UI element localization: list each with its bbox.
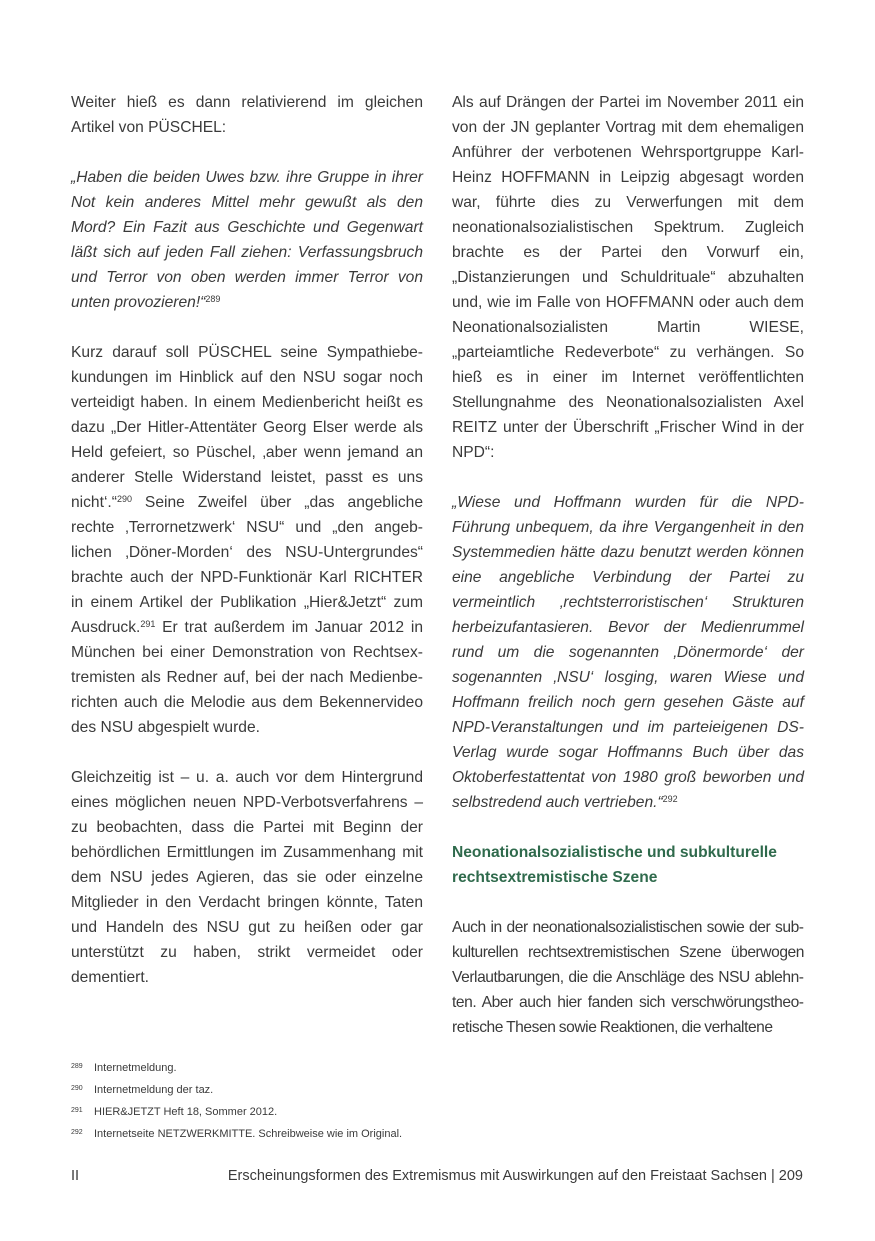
paragraph	[71, 340, 423, 740]
footnote	[71, 1080, 571, 1102]
footnote-number: 292	[71, 1129, 83, 1136]
footnote	[71, 1124, 571, 1146]
footnote-text: HIER&JETZT Heft 18, Sommer 2012.	[94, 1106, 278, 1118]
block-quote	[71, 165, 423, 315]
running-title: Erscheinungsformen des Extremismus mit Auswirkungen auf den Freistaat Sachsen | 209	[227, 1168, 803, 1184]
footnote-text: Internetseite NETZWERKMITTE. Schreibweise wie im Original.	[94, 1128, 403, 1140]
quote-text: „Haben die beiden Uwes bzw. ihre Gruppe in ihrer Not kein anderes Mittel mehr gewußt als den Mord? Ein Fazit aus Geschichte und Gegenwart läßt sich auf jeden Fall ziehen: Verfassungsbruch und Terror von oben werden immer Terror von unten provozieren!“	[71, 169, 423, 311]
footnote	[71, 1058, 571, 1080]
footnote-number: 290	[71, 1085, 83, 1092]
paragraph-text: Er trat außerdem im Januar 2012 in München bei einer Demonstration von Rechtsextremisten als Redner auf, bei der nach Medienberichten auch die Melodie aus dem Bekennervideo des NSU abgespielt wurde.	[71, 619, 423, 736]
footnotes	[71, 1058, 571, 1146]
right-column	[452, 90, 804, 1065]
paragraph: Gleichzeitig ist – u. a. auch vor dem Hintergrund eines möglichen neuen NPD-Verbotsverfahrens – zu beobachten, dass die Partei mit Beginn der behördlichen Ermittlungen im Zusammenhang mit dem NSU jedes Agieren, das sie oder einzelne Mitglieder in den Verdacht bringen könnte, Taten und Handeln des NSU gut zu heißen oder gar unterstützt zu haben, strikt vermeidet oder dementiert.	[71, 769, 423, 986]
left-column	[71, 90, 423, 1015]
footnote-text: Internetmeldung der taz.	[94, 1084, 214, 1096]
paragraph: Auch in der neonationalsozialistischen sowie der subkulturellen rechtsextremistischen Szene überwogen Verlautbarungen, die die Anschläge des NSU ablehnten. Aber auch hier fanden sich verschwörungstheoretische Thesen sowie Reaktionen, die verhaltene	[452, 919, 804, 1036]
footnote	[71, 1102, 571, 1124]
paragraph: Als auf Drängen der Partei im November 2011 ein von der JN geplanter Vortrag mit dem ehemaligen Anführer der verbotenen Wehrsportgruppe Karl-Heinz HOFFMANN in Leipzig abgesagt worden war, führte dies zu Verwerfungen mit dem neonationalsozialistischen Spektrum. Zugleich brachte es der Partei den Vorwurf ein, „Distanzierungen und Schuldrituale“ abzuhalten und, wie im Falle von HOFFMANN oder auch dem Neonationalsozialisten Martin WIESE, „parteiamtliche Redeverbote“ zu verhängen. So hieß es in einer im Internet veröffentlichten Stellungnahme des Neonationalsozialisten Axel REITZ unter der Überschrift „Frischer Wind in der NPD“:	[452, 94, 804, 461]
section-heading: Neonationalsozialistische und subkulturelle rechtsextremistische Szene	[452, 844, 777, 886]
paragraph: Weiter hieß es dann relativierend im gleichen Artikel von PÜSCHEL:	[71, 94, 423, 136]
footnote-ref: 289	[205, 294, 221, 304]
footnote-number: 289	[71, 1063, 83, 1070]
footnote-ref: 291	[140, 619, 156, 629]
paragraph-text: Kurz darauf soll PÜSCHEL seine Sympathiebekundungen im Hinblick auf den NSU sogar noch verteidigt haben. In einem Medienbericht heißt es dazu „Der Hitler-Attentäter Georg Elser werde als Held gefeiert, so Püschel, ‚aber wenn jemand an anderer Stelle Widerstand leistet, passt es uns nicht‘.“	[71, 344, 423, 511]
footnote-ref: 290	[116, 494, 132, 504]
footnote-ref: 292	[662, 794, 678, 804]
footnote-text: Internetmeldung.	[94, 1062, 177, 1074]
quote-text: „Wiese und Hoffmann wurden für die NPD-Führung unbequem, da ihre Vergangenheit in den Systemmedien hätte dazu benutzt werden können eine angebliche Verbindung der Partei zu vermeintlich ‚rechtsterroristischen‘ Strukturen herbeizufantasieren. Bevor der Medienrummel rund um die sogenannten ‚Dönermorde‘ der sogenannten ‚NSU‘ losging, waren Wiese und Hoffmann freilich noch gern gesehen Gäste auf NPD-Veranstaltungen und im parteieigenen DS-Verlag wurde sogar Hoffmanns Buch über das Oktoberfestattentat von 1980 groß beworben und selbstredend auch vertrieben.“	[452, 494, 804, 811]
section-number: II	[71, 1168, 80, 1184]
footnote-number: 291	[71, 1107, 83, 1114]
block-quote	[452, 490, 804, 815]
paragraph-text: Seine Zweifel über „das angebliche rechte ‚Terrornetzwerk‘ NSU“ und „den angeblichen ‚Döner-Morden‘ des NSU-Untergrundes“ brachte auch der NPD-Funktionär Karl RICHTER in einem Artikel der Publikation „Hier&Jetzt“ zum Ausdruck.	[71, 494, 423, 636]
